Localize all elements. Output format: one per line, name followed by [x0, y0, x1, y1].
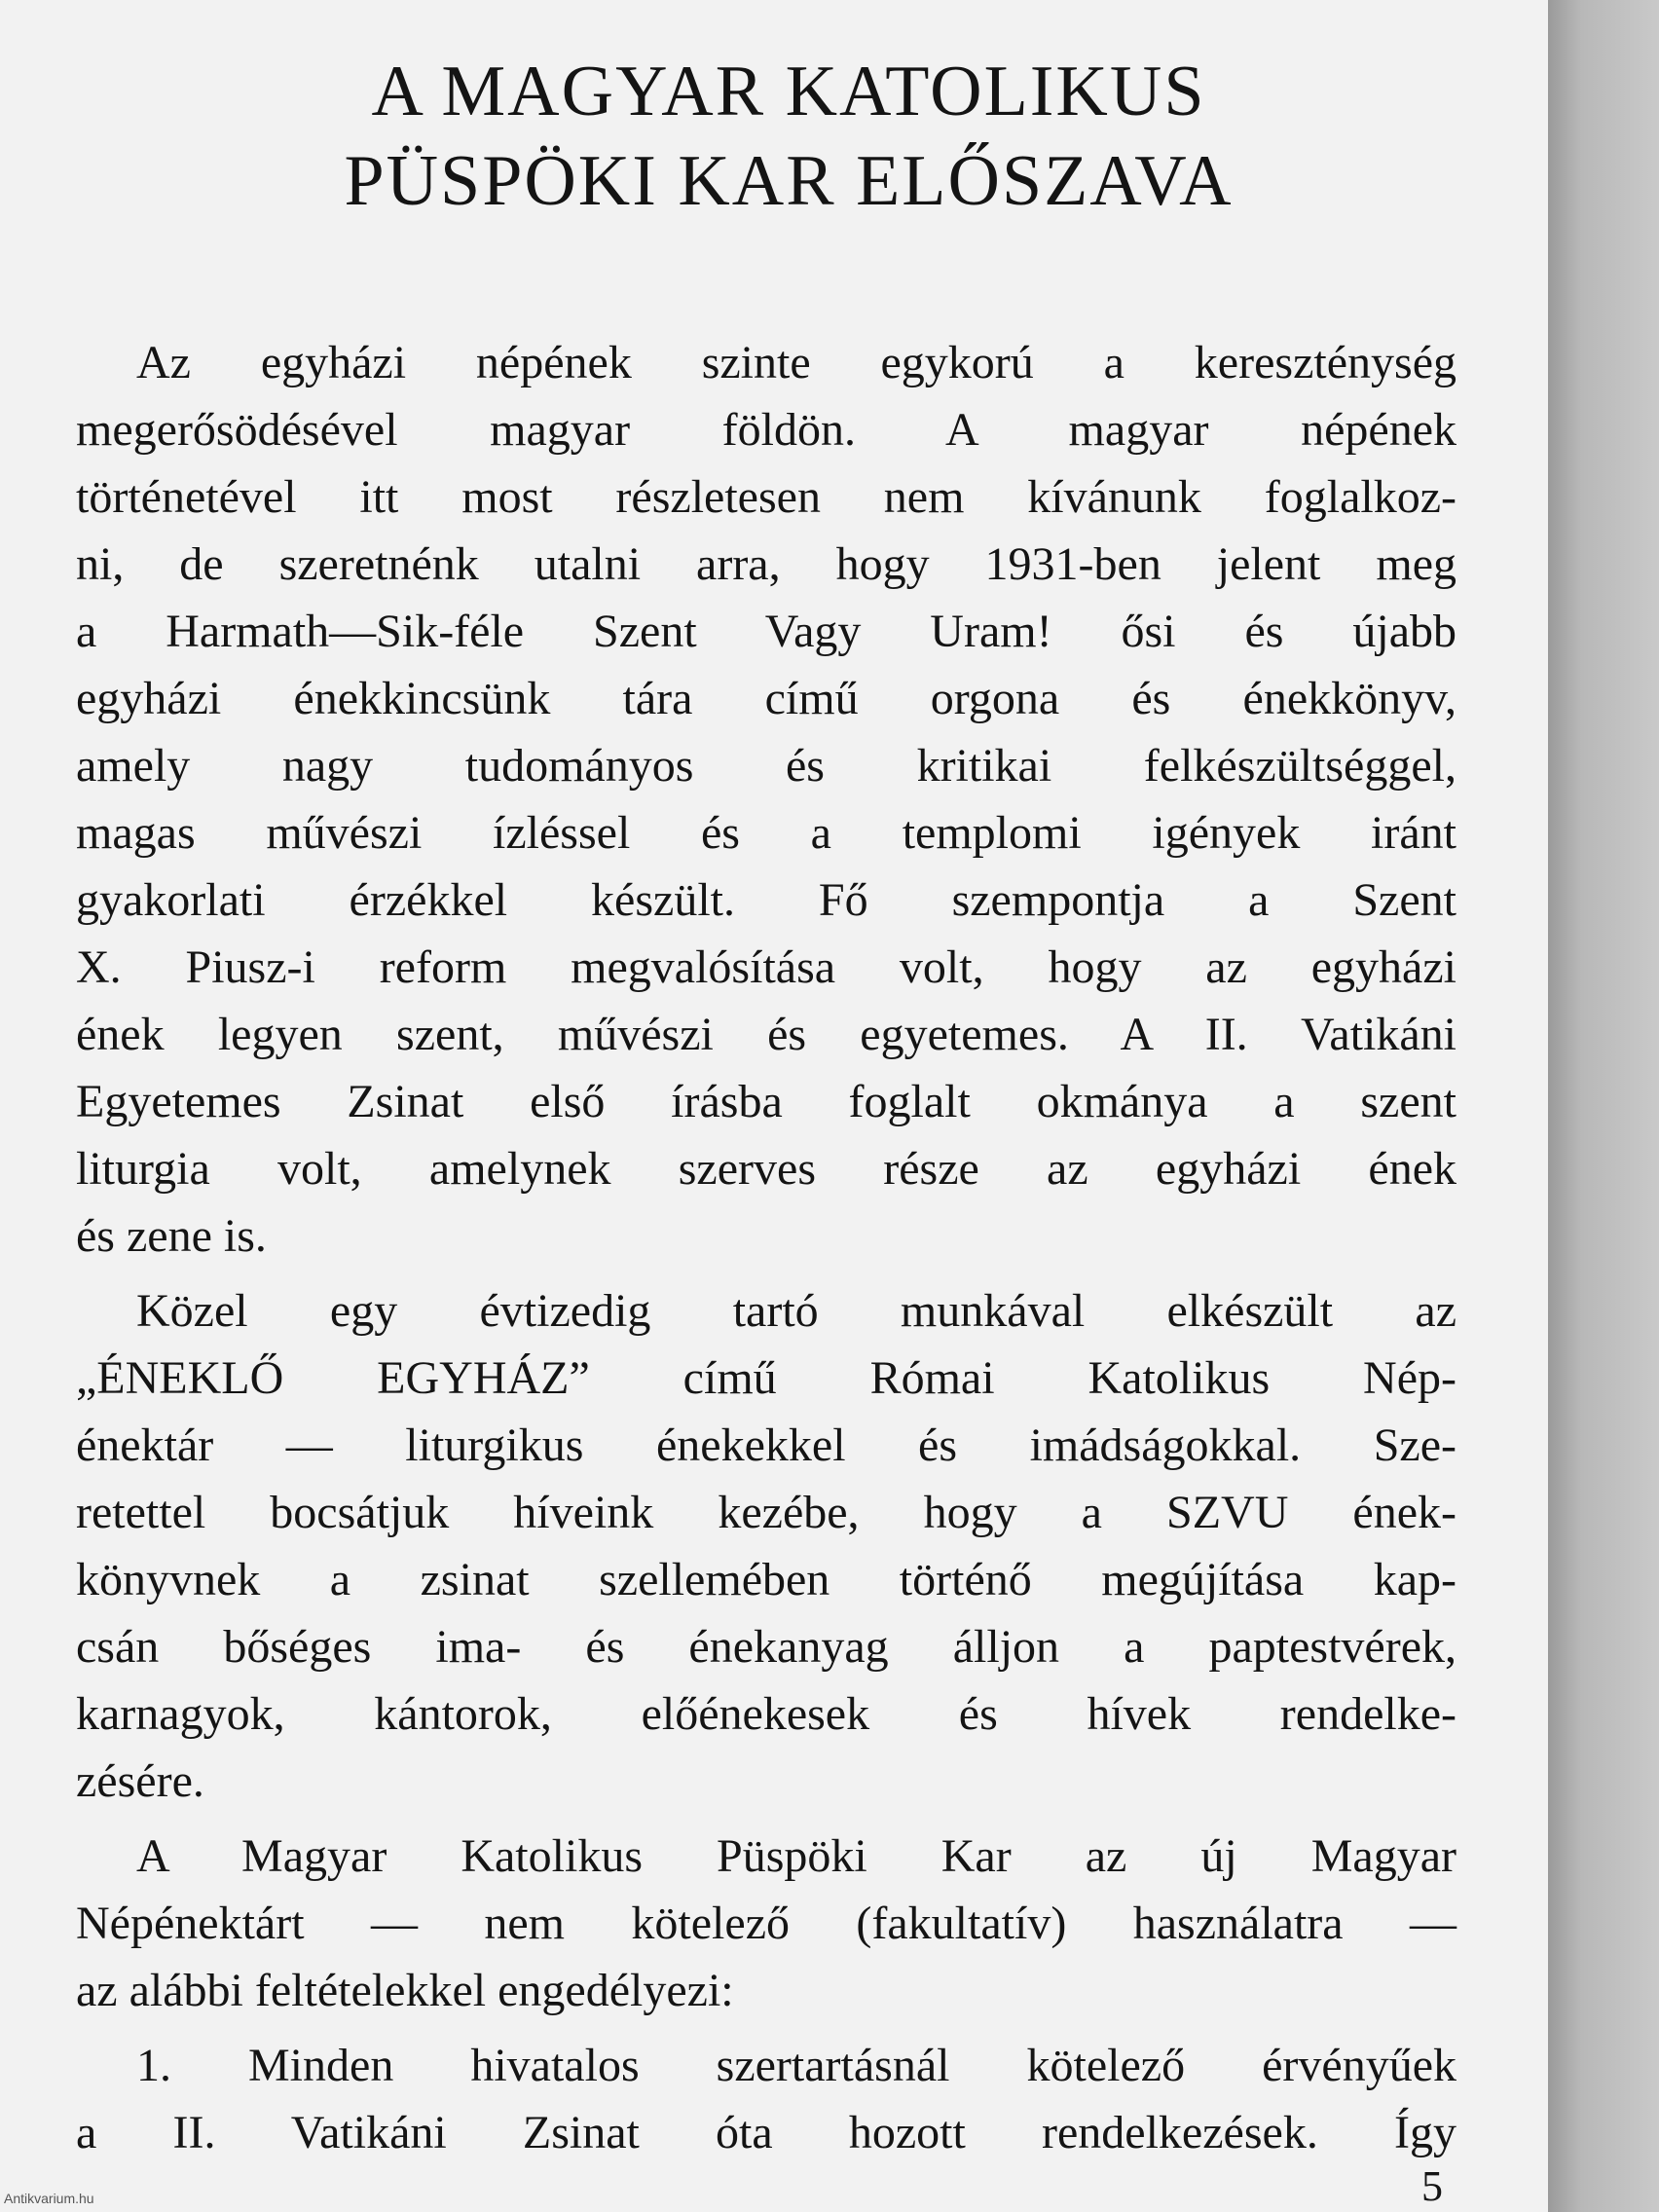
- title-line-1: A MAGYAR KATOLIKUS: [371, 52, 1206, 131]
- text-line: könyvnek a zsinat szellemében történő megújítása kap-: [76, 1554, 1456, 1605]
- body-text: [76, 329, 1456, 2174]
- paragraph-1: [76, 329, 1456, 1270]
- paragraph-2: [76, 1277, 1456, 1815]
- text-line: énektár — liturgikus énekekkel és imádságokkal. Sze-: [76, 1419, 1456, 1471]
- text-line: „ÉNEKLŐ EGYHÁZ” című Római Katolikus Nép-: [76, 1352, 1456, 1404]
- text-line: retettel bocsátjuk híveink kezébe, hogy a SZVU ének-: [76, 1487, 1456, 1538]
- text-line: a II. Vatikáni Zsinat óta hozott rendelkezések. Így: [76, 2107, 1456, 2158]
- text-line: Az egyházi népének szinte egykorú a kereszténység: [136, 337, 1456, 388]
- text-line: ének legyen szent, művészi és egyetemes. A II. Vatikáni: [76, 1009, 1456, 1060]
- paragraph-4: [76, 2032, 1456, 2166]
- page-title: [68, 47, 1509, 226]
- text-line: magas művészi ízléssel és a templomi igények iránt: [76, 807, 1456, 859]
- watermark-text: Antikvarium.hu: [4, 2191, 94, 2206]
- text-line: gyakorlati érzékkel készült. Fő szempontja a Szent: [76, 874, 1456, 926]
- text-line: Közel egy évtizedig tartó munkával elkészült az: [136, 1285, 1456, 1337]
- text-line: megerősödésével magyar földön. A magyar népének: [76, 404, 1456, 456]
- text-line: a Harmath—Sik-féle Szent Vagy Uram! ősi és újabb: [76, 606, 1456, 657]
- text-line: csán bőséges ima- és énekanyag álljon a paptestvérek,: [76, 1621, 1456, 1673]
- page-number: 5: [1421, 2162, 1443, 2210]
- text-line: történetével itt most részletesen nem kívánunk foglalkoz-: [76, 471, 1456, 523]
- text-line: liturgia volt, amelynek szerves része az egyházi ének: [76, 1143, 1456, 1195]
- facing-page-edge: [1548, 0, 1659, 2212]
- title-line-2: PÜSPÖKI KAR ELŐSZAVA: [344, 141, 1234, 221]
- text-line: az alábbi feltételekkel engedélyezi:: [76, 1965, 734, 2016]
- text-line: X. Piusz-i reform megvalósítása volt, hogy az egyházi: [76, 941, 1456, 993]
- text-line: Egyetemes Zsinat első írásba foglalt okmánya a szent: [76, 1076, 1456, 1127]
- text-line: karnagyok, kántorok, előénekesek és hívek rendelke-: [76, 1688, 1456, 1740]
- paragraph-3: [76, 1823, 1456, 2024]
- text-line: egyházi énekkincsünk tára című orgona és énekkönyv,: [76, 673, 1456, 724]
- text-line: ni, de szeretnénk utalni arra, hogy 1931-ben jelent meg: [76, 538, 1456, 590]
- text-line: 1. Minden hivatalos szertartásnál kötelező érvényűek: [136, 2040, 1456, 2091]
- text-line: A Magyar Katolikus Püspöki Kar az új Magyar: [136, 1830, 1456, 1882]
- text-line: zésére.: [76, 1755, 204, 1807]
- text-line: és zene is.: [76, 1210, 267, 1262]
- text-line: Népénektárt — nem kötelező (fakultatív) használatra —: [76, 1898, 1456, 1949]
- text-line: amely nagy tudományos és kritikai felkészültséggel,: [76, 740, 1456, 792]
